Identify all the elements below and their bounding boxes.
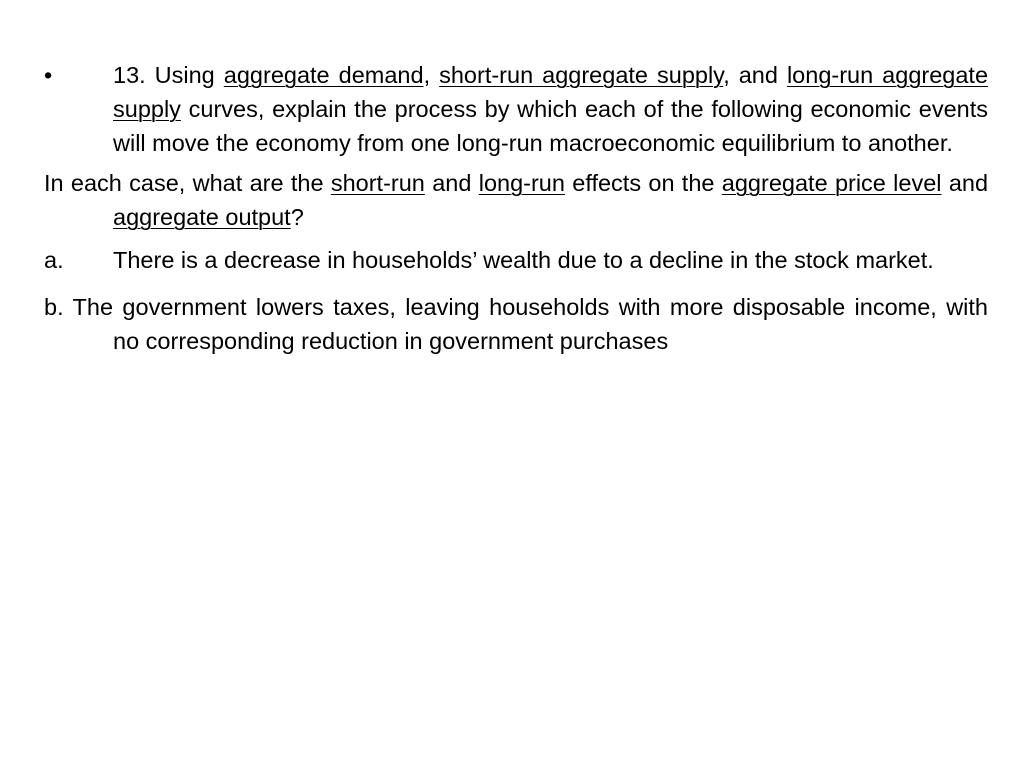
term-long-run-aggregate-supply: long-run aggregate supply [113, 62, 989, 122]
each-case-question [44, 166, 988, 234]
each-case-and-2: and [948, 170, 989, 196]
term-aggregate-price-level: aggregate price level [721, 170, 942, 196]
part-b [44, 290, 988, 358]
each-case-effects: effects on the [572, 170, 715, 196]
part-a-text: There is a decrease in households’ wealth due to a decline in the stock market. [113, 247, 934, 273]
question-13-sep-2: , and [723, 62, 778, 88]
term-aggregate-output: aggregate output [113, 204, 291, 230]
term-short-run: short-run [330, 170, 425, 196]
slide-body [44, 58, 988, 358]
part-a-label: a. [44, 247, 64, 273]
term-long-run: long-run [478, 170, 565, 196]
each-case-and-1: and [432, 170, 472, 196]
question-13-sep-1: , [423, 62, 431, 88]
each-case-end: ? [290, 204, 304, 230]
question-13-number: 13. Using [113, 62, 215, 88]
term-short-run-aggregate-supply: short-run aggregate supply [439, 62, 724, 88]
each-case-lead: In each case, what are the [44, 170, 324, 196]
part-b-text: b. The government lowers taxes, leaving households with more disposable income, with no corresponding reduction in government purchases [44, 294, 988, 354]
question-13-text: curves, explain the process by which each of the following economic events will move the economy from one long-run macroeconomic equilibrium to another. [113, 96, 988, 156]
term-aggregate-demand: aggregate demand [223, 62, 424, 88]
part-a [44, 234, 988, 286]
bullet-marker: • [44, 62, 53, 88]
question-13 [44, 58, 988, 160]
